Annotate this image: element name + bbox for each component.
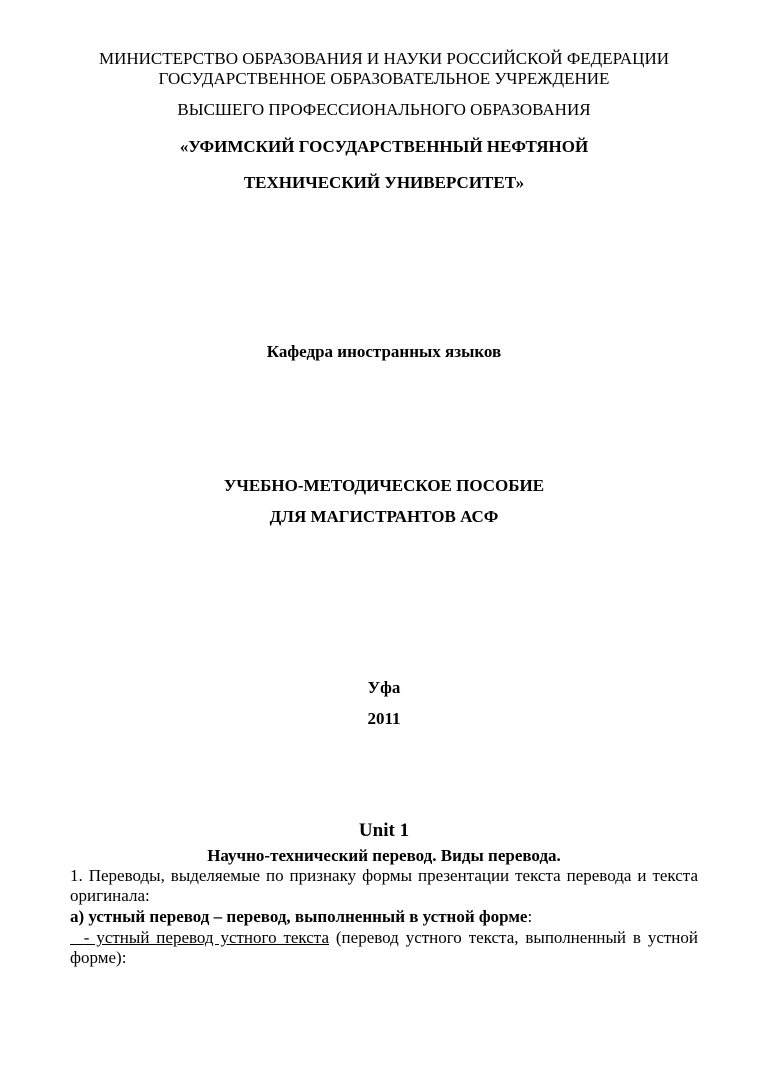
university-name-line-1: «УФИМСКИЙ ГОСУДАРСТВЕННЫЙ НЕФТЯНОЙ [179, 137, 589, 156]
university-name-line-2: ТЕХНИЧЕСКИЙ УНИВЕРСИТЕТ» [243, 173, 525, 192]
ministry-line: МИНИСТЕРСТВО ОБРАЗОВАНИЯ И НАУКИ РОССИЙСКОЙ ФЕДЕРАЦИИ [98, 49, 670, 68]
education-level-line: ВЫСШЕГО ПРОФЕССИОНАЛЬНОГО ОБРАЗОВАНИЯ [177, 100, 591, 119]
document-title-line-2: ДЛЯ МАГИСТРАНТОВ АСФ [269, 507, 499, 526]
department-name: Кафедра иностранных языков [266, 342, 502, 361]
city-name: Уфа [367, 678, 401, 697]
subitem-underlined-text: - устный перевод устного текста [70, 928, 329, 947]
unit-heading: Unit 1 [358, 820, 410, 841]
subitem-rest-text: (перевод устного текста, выполненный в устной форме): [70, 928, 703, 967]
subitem-oral-translation [70, 928, 703, 968]
item-a [70, 907, 698, 927]
unit-subheading: Научно-технический перевод. Виды перевода. [207, 846, 561, 865]
institution-type-line: ГОСУДАРСТВЕННОЕ ОБРАЗОВАТЕЛЬНОЕ УЧРЕЖДЕНИЕ [158, 69, 610, 88]
item-a-text: а) устный перевод – перевод, выполненный в устной форме [70, 907, 528, 926]
publication-year: 2011 [367, 709, 401, 728]
item-a-colon: : [527, 907, 533, 926]
document-title-line-1: УЧЕБНО-МЕТОДИЧЕСКОЕ ПОСОБИЕ [223, 476, 545, 495]
paragraph-1: 1. Переводы, выделяемые по признаку формы презентации текста перевода и текста оригинала: [70, 866, 698, 905]
